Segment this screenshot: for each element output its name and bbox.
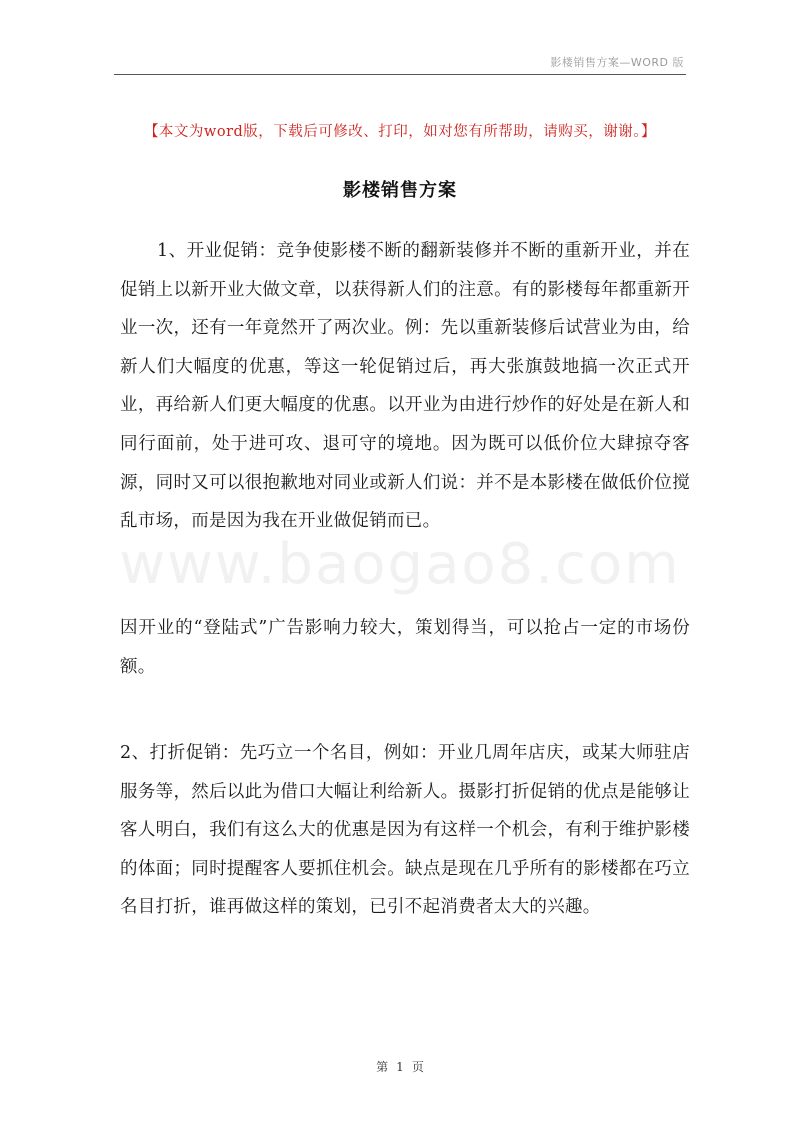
- running-header: 影楼销售方案—WORD 版: [550, 56, 684, 69]
- page-footer: [0, 1058, 800, 1075]
- paragraph-opening-promotion: 1、开业促销：竞争使影楼不断的翻新装修并不断的重新开业，并在促销上以新开业大做文章，以获得新人们的注意。有的影楼每年都重新开业一次，还有一年竟然开了两次业。例：先以重新装修后试营业为由，给新人们大幅度的优惠，等这一轮促销过后，再大张旗鼓地搞一次正式开业，再给新人们更大幅度的优惠。以开业为由进行炒作的好处是在新人和同行面前，处于进可攻、退可守的境地。因为既可以低价位大肆掠夺客源，同时又可以很抱歉地对同业或新人们说：并不是本影楼在做低价位搅乱市场，而是因为我在开业做促销而已。: [120, 241, 690, 532]
- paragraph-discount-promotion: 2、打折促销：先巧立一个名目，例如：开业几周年店庆，或某大师驻店服务等，然后以此为借口大幅让利给新人。摄影打折促销的优点是能够让客人明白，我们有这么大的优惠是因为有这样一个机会，有利于维护影楼的体面；同时提醒客人要抓住机会。缺点是现在几乎所有的影楼都在巧立名目打折，谁再做这样的策划，已引不起消费者太大的兴趣。: [120, 743, 690, 918]
- page-suffix: 页: [411, 1060, 424, 1074]
- page-number: 1: [396, 1060, 404, 1074]
- paragraph-opening-ad-impact: 因开业的“登陆式”广告影响力较大，策划得当，可以抢占一定的市场份额。: [120, 618, 690, 677]
- watermark: www.baogao8.com: [119, 532, 681, 597]
- header-divider: [114, 74, 686, 75]
- purchase-notice: 【本文为word版，下载后可修改、打印，如对您有所帮助，请购买，谢谢。】: [143, 124, 657, 140]
- document-title: 影楼销售方案: [343, 180, 457, 201]
- page-prefix: 第: [376, 1060, 389, 1074]
